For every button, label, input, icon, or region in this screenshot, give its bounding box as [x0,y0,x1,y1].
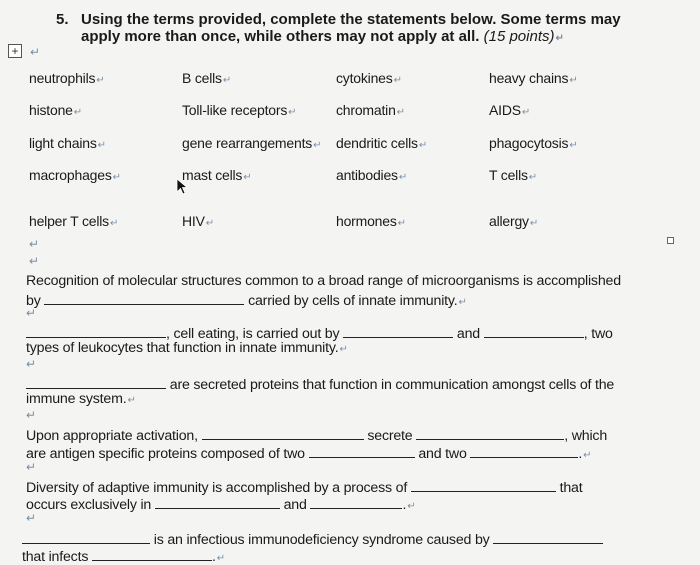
statement-4-line-1 [26,425,607,444]
statement-text: by [26,293,41,309]
term-text: AIDS [489,102,521,118]
statement-5-line-2: occurs exclusively in and .↵ [26,494,415,513]
term-text: dendritic cells [336,135,418,151]
paragraph-mark-icon: ↵ [313,140,322,151]
statement-text: Diversity of adaptive immunity is accomplished by a process of [26,480,408,496]
paragraph-mark-icon: ↵ [30,45,41,59]
paragraph-mark-icon: ↵ [288,107,297,118]
paragraph-mark-icon: ↵ [396,107,405,118]
paragraph-mark-icon: ↵ [26,357,37,371]
term-cell [182,167,251,183]
answer-blank[interactable] [310,494,402,509]
question-points: (15 points) [483,28,555,45]
paragraph-mark-icon: ↵ [26,511,37,525]
term-text: B cells [182,70,222,86]
paragraph-mark-icon: ↵ [583,450,592,461]
question-instructions-text: apply more than once, while others may not apply at all. [81,28,480,45]
paragraph-mark-icon: ↵ [112,172,121,183]
term-cell [336,135,427,151]
term-text: mast cells [182,167,243,183]
term-cell [182,135,321,151]
paragraph-mark-icon: ↵ [339,344,348,355]
statement-text: carried by cells of innate immunity. [248,293,458,309]
statement-text: and [283,497,307,513]
resize-handle-icon[interactable] [667,237,674,244]
paragraph-mark-icon: ↵ [521,107,531,118]
statement-text: immune system. [26,391,127,407]
term-cell [29,135,106,151]
statement-text: secrete [367,428,413,444]
answer-blank[interactable] [484,323,584,338]
term-cell [336,70,402,86]
answer-blank[interactable] [26,374,166,389]
answer-blank[interactable] [26,323,166,338]
paragraph-mark-icon: ↵ [569,140,578,151]
statement-6-line-2: that infects .↵ [22,546,225,565]
paragraph-mark-icon: ↵ [205,218,214,229]
paragraph-mark-icon: ↵ [222,75,232,86]
paragraph-mark-icon: ↵ [127,395,136,406]
term-cell [489,102,530,118]
term-text: gene rearrangements [182,135,313,151]
term-cell [489,213,538,229]
statement-text: is an infectious immunodeficiency syndrome caused by [153,532,490,548]
term-text: T cells [489,167,528,183]
term-cell [489,135,578,151]
paragraph-mark-icon: ↵ [407,501,416,512]
term-cell [182,213,214,229]
paragraph-mark-icon: ↵ [243,172,252,183]
paragraph-mark-icon: ↵ [398,172,408,183]
mouse-pointer-icon [176,178,190,196]
term-cell [182,70,231,86]
question-number: 5. [56,11,69,28]
term-cell [29,213,118,229]
statement-2-line-2 [26,340,348,356]
statement-1-line-2 [26,290,467,309]
term-text: cytokines [336,70,393,86]
term-cell [29,102,82,118]
paragraph-mark-icon: ↵ [26,460,37,474]
paragraph-mark-icon: ↵ [397,218,406,229]
paragraph-mark-icon: ↵ [555,33,564,44]
question-instructions-line2 [81,28,564,48]
term-text: histone [29,102,73,118]
paragraph-mark-icon: ↵ [529,218,539,229]
paragraph-mark-icon: ↵ [26,408,37,422]
term-text: light chains [29,135,97,151]
paragraph-mark-icon: ↵ [216,553,225,564]
answer-blank[interactable] [470,443,578,458]
statement-text: , cell eating, is carried out by [166,326,340,342]
statement-text: and two [418,446,467,462]
statement-text: and [456,326,480,342]
term-text: allergy [489,213,529,229]
paragraph-mark-icon: ↵ [569,75,578,86]
paragraph-mark-icon: ↵ [418,140,428,151]
term-text: helper T cells [29,213,109,229]
term-text: hormones [336,213,397,229]
term-text: antibodies [336,167,398,183]
term-text: macrophages [29,167,112,183]
table-move-handle-icon[interactable]: + [8,44,22,58]
answer-blank[interactable] [343,323,453,338]
statement-text: occurs exclusively in [26,497,152,513]
paragraph-mark-icon: ↵ [393,75,402,86]
term-cell [336,167,407,183]
paragraph-mark-icon: ↵ [73,107,82,118]
answer-blank[interactable] [44,290,244,305]
statement-text: that [559,480,583,496]
statement-3-line-2 [26,391,136,407]
paragraph-mark-icon: ↵ [458,297,467,308]
answer-blank[interactable] [309,443,415,458]
answer-blank[interactable] [416,425,564,440]
paragraph-mark-icon: ↵ [26,306,37,320]
answer-blank[interactable] [155,494,280,509]
question-instructions-line1: Using the terms provided, complete the statements below. Some terms may [81,11,621,28]
term-text: phagocytosis [489,135,569,151]
statement-text: , which [564,428,608,444]
paragraph-mark-icon: ↵ [96,75,105,86]
paragraph-mark-icon: ↵ [97,140,106,151]
paragraph-mark-icon: ↵ [528,172,537,183]
paragraph-mark-icon: ↵ [29,237,40,251]
term-cell [29,70,104,86]
answer-blank[interactable] [92,546,212,561]
statement-text: types of leukocytes that function in innate immunity. [26,340,339,356]
statement-1-line-1: Recognition of molecular structures common to a broad range of microorganisms is accomplished [26,273,621,289]
term-text: chromatin [336,102,396,118]
statement-4-line-2: are antigen specific proteins composed of two and two .↵ [26,443,591,462]
statement-text: Upon appropriate activation, [26,428,198,444]
paragraph-mark-icon: ↵ [29,254,40,268]
statement-text: that infects [22,549,89,565]
answer-blank[interactable] [411,477,556,492]
term-cell [336,102,405,118]
term-cell [336,213,406,229]
term-text: HIV [182,213,205,229]
term-cell [29,167,121,183]
statement-text: , two [583,326,613,342]
term-text: Toll-like receptors [182,102,288,118]
term-cell [489,70,578,86]
term-text: neutrophils [29,70,96,86]
statement-text: are antigen specific proteins composed of two [26,446,305,462]
term-text: heavy chains [489,70,569,86]
answer-blank[interactable] [22,529,150,544]
paragraph-mark-icon: ↵ [109,218,119,229]
answer-blank[interactable] [493,529,603,544]
statement-text: are secreted proteins that function in communication amongst cells of the [169,377,615,393]
term-cell [182,102,296,118]
answer-blank[interactable] [202,425,364,440]
term-cell [489,167,537,183]
